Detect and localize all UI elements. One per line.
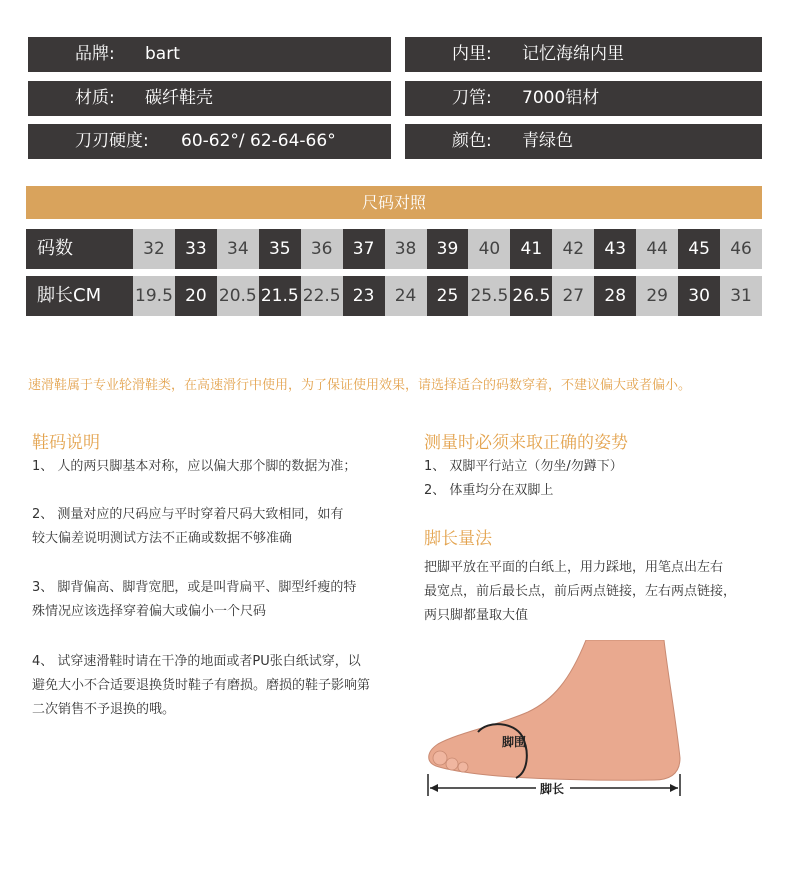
size-cell: 45 (678, 229, 720, 269)
length-cell: 29 (636, 276, 678, 316)
size-cell: 38 (385, 229, 427, 269)
size-row (26, 229, 762, 269)
spec-value: 60-62°/ 62-64-66° (181, 131, 336, 151)
spec-key: 内里: (452, 44, 492, 64)
spec-value: 青绿色 (522, 131, 573, 151)
length-cell: 25 (427, 276, 469, 316)
spec-color (405, 124, 762, 159)
spec-value: 记忆海绵内里 (522, 44, 624, 64)
size-cell: 33 (175, 229, 217, 269)
spec-blade-tube (405, 81, 762, 116)
length-cell: 28 (594, 276, 636, 316)
spec-value: 碳纤鞋壳 (145, 88, 213, 108)
size-cell: 35 (259, 229, 301, 269)
length-cell: 31 (720, 276, 762, 316)
spec-key: 材质: (75, 88, 115, 108)
size-cell: 39 (427, 229, 469, 269)
toe (433, 751, 447, 765)
spec-key: 刀管: (452, 88, 492, 108)
spec-key: 品牌: (75, 44, 115, 64)
length-cell: 22.5 (301, 276, 343, 316)
usage-notice: 速滑鞋属于专业轮滑鞋类，在高速滑行中使用，为了保证使用效果，请选择适合的码数穿着，不建议偏大或者偏小。 (28, 378, 692, 393)
measure-method-text: 把脚平放在平面的白纸上，用力踩地，用笔点出左右 最宽点，前后最长点，前后两点链接，左右两点链接， 两只脚都量取大值 (424, 560, 737, 623)
measure-method-title: 脚长量法 (424, 529, 492, 549)
spec-value: 7000铝材 (522, 88, 600, 108)
toe (446, 758, 458, 770)
size-cell: 43 (594, 229, 636, 269)
girth-label: 脚围 (502, 735, 527, 749)
size-guide-title: 鞋码说明 (32, 433, 100, 453)
length-cell: 26.5 (510, 276, 552, 316)
length-cell: 23 (343, 276, 385, 316)
spec-value: bart (145, 44, 180, 64)
size-guide-item: 4、 试穿速滑鞋时请在干净的地面或者PU张白纸试穿，以 避免大小不合适要退换货时鞋子有磨损。磨损的鞋子影响第 二次销售不予退换的哦。 (32, 654, 371, 717)
spec-material (28, 81, 391, 116)
size-row-label: 码数 (26, 229, 133, 269)
size-cell: 41 (510, 229, 552, 269)
spec-blade-hardness (28, 124, 391, 159)
spec-key: 刀刃硬度: (75, 131, 149, 151)
length-cell: 30 (678, 276, 720, 316)
size-chart-title: 尺码对照 (26, 186, 762, 219)
size-cell: 42 (552, 229, 594, 269)
length-cell: 20 (175, 276, 217, 316)
spec-lining (405, 37, 762, 72)
foot-shape (429, 640, 680, 780)
size-guide-item: 3、 脚背偏高、脚背宽肥，或是叫背扁平、脚型纤瘦的特 殊情况应该选择穿着偏大或偏小一个尺码 (32, 580, 357, 619)
size-cell: 40 (468, 229, 510, 269)
spec-key: 颜色: (452, 131, 492, 151)
length-cell: 21.5 (259, 276, 301, 316)
length-label: 脚长 (540, 782, 565, 796)
length-cell: 25.5 (468, 276, 510, 316)
size-cell: 34 (217, 229, 259, 269)
size-cell: 36 (301, 229, 343, 269)
size-cell: 37 (343, 229, 385, 269)
posture-item: 2、 体重均分在双脚上 (424, 483, 554, 498)
foot-measure-illustration (418, 640, 690, 800)
spec-brand (28, 37, 391, 72)
posture-item: 1、 双脚平行站立（勿坐/勿蹲下） (424, 459, 623, 474)
length-cell: 20.5 (217, 276, 259, 316)
length-cell: 27 (552, 276, 594, 316)
size-cell: 32 (133, 229, 175, 269)
size-guide-item: 1、 人的两只脚基本对称，应以偏大那个脚的数据为准； (32, 459, 357, 474)
size-guide-item: 2、 测量对应的尺码应与平时穿着尺码大致相同，如有 较大偏差说明测试方法不正确或数据不够准确 (32, 507, 344, 546)
toe (458, 762, 468, 772)
length-cell: 19.5 (133, 276, 175, 316)
size-cell: 46 (720, 229, 762, 269)
arrow-right (670, 784, 678, 792)
posture-title: 测量时必须来取正确的姿势 (424, 433, 628, 453)
size-cell: 44 (636, 229, 678, 269)
length-row-label: 脚长CM (26, 276, 133, 316)
length-row (26, 276, 762, 316)
arrow-left (430, 784, 438, 792)
length-cell: 24 (385, 276, 427, 316)
